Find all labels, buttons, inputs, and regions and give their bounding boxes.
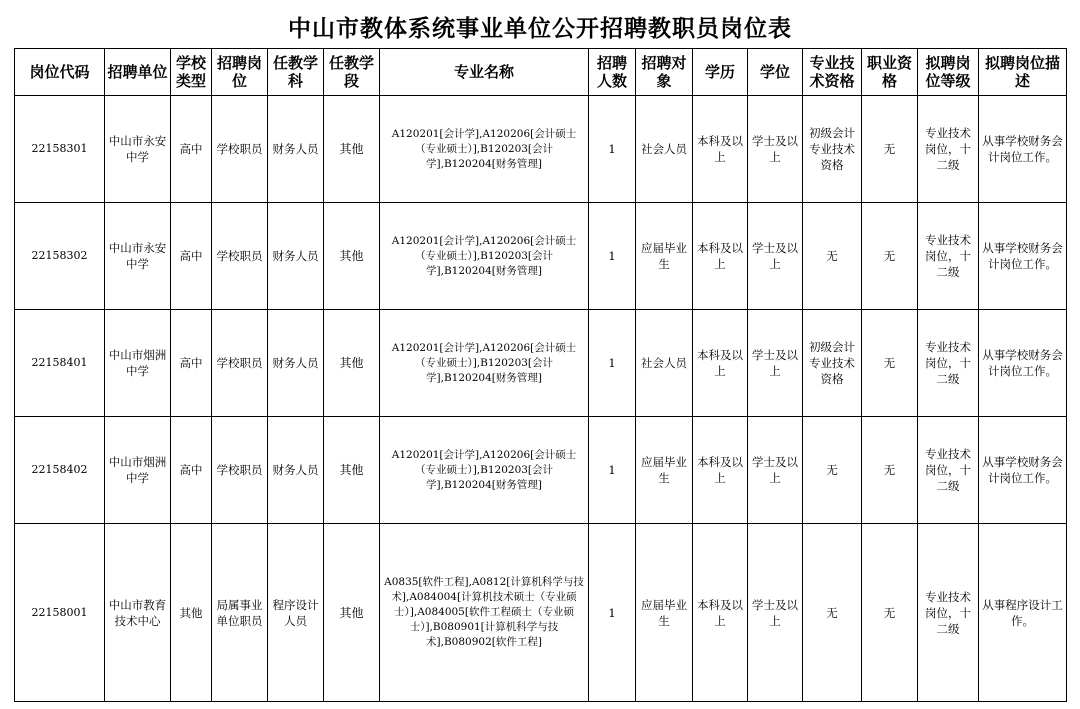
cell-education: 本科及以上 xyxy=(693,203,748,310)
cell-target: 应届毕业生 xyxy=(636,417,693,524)
cell-code: 22158301 xyxy=(15,96,105,203)
cell-count: 1 xyxy=(589,417,636,524)
cell-unit: 中山市永安中学 xyxy=(105,203,171,310)
cell-position: 学校职员 xyxy=(212,96,268,203)
cell-tech-qual: 无 xyxy=(803,417,862,524)
cell-major: A120201[会计学],A120206[会计硕士（专业硕士）],B120203[会计学],B120204[财务管理] xyxy=(380,96,589,203)
header-level: 拟聘岗位等级 xyxy=(918,49,979,96)
cell-job-qual: 无 xyxy=(862,417,918,524)
cell-school-type: 高中 xyxy=(171,310,212,417)
cell-stage: 其他 xyxy=(324,96,380,203)
header-unit: 招聘单位 xyxy=(105,49,171,96)
cell-subject: 程序设计人员 xyxy=(268,524,324,702)
cell-desc: 从事学校财务会计岗位工作。 xyxy=(979,96,1067,203)
cell-subject: 财务人员 xyxy=(268,96,324,203)
cell-code: 22158302 xyxy=(15,203,105,310)
header-code: 岗位代码 xyxy=(15,49,105,96)
cell-job-qual: 无 xyxy=(862,203,918,310)
header-desc: 拟聘岗位描述 xyxy=(979,49,1067,96)
cell-count: 1 xyxy=(589,203,636,310)
header-subject: 任教学科 xyxy=(268,49,324,96)
table-row xyxy=(15,524,1067,702)
cell-school-type: 其他 xyxy=(171,524,212,702)
cell-target: 应届毕业生 xyxy=(636,203,693,310)
cell-major: A120201[会计学],A120206[会计硕士（专业硕士）],B120203[会计学],B120204[财务管理] xyxy=(380,417,589,524)
cell-stage: 其他 xyxy=(324,524,380,702)
cell-level: 专业技术岗位，十二级 xyxy=(918,524,979,702)
cell-school-type: 高中 xyxy=(171,417,212,524)
cell-target: 社会人员 xyxy=(636,310,693,417)
header-major: 专业名称 xyxy=(380,49,589,96)
cell-target: 社会人员 xyxy=(636,96,693,203)
cell-unit: 中山市烟洲中学 xyxy=(105,417,171,524)
cell-education: 本科及以上 xyxy=(693,310,748,417)
table-row xyxy=(15,310,1067,417)
cell-position: 学校职员 xyxy=(212,203,268,310)
cell-position: 局属事业单位职员 xyxy=(212,524,268,702)
header-degree: 学位 xyxy=(748,49,803,96)
cell-tech-qual: 初级会计专业技术资格 xyxy=(803,96,862,203)
cell-school-type: 高中 xyxy=(171,96,212,203)
header-job-qual: 职业资格 xyxy=(862,49,918,96)
cell-code: 22158401 xyxy=(15,310,105,417)
cell-level: 专业技术岗位，十二级 xyxy=(918,417,979,524)
header-stage: 任教学段 xyxy=(324,49,380,96)
cell-education: 本科及以上 xyxy=(693,417,748,524)
table-row xyxy=(15,417,1067,524)
cell-level: 专业技术岗位，十二级 xyxy=(918,310,979,417)
cell-degree: 学士及以上 xyxy=(748,96,803,203)
cell-count: 1 xyxy=(589,310,636,417)
cell-major: A120201[会计学],A120206[会计硕士（专业硕士）],B120203[会计学],B120204[财务管理] xyxy=(380,310,589,417)
cell-desc: 从事学校财务会计岗位工作。 xyxy=(979,310,1067,417)
cell-code: 22158402 xyxy=(15,417,105,524)
cell-tech-qual: 无 xyxy=(803,203,862,310)
cell-job-qual: 无 xyxy=(862,310,918,417)
cell-job-qual: 无 xyxy=(862,96,918,203)
header-tech-qual: 专业技术资格 xyxy=(803,49,862,96)
cell-count: 1 xyxy=(589,96,636,203)
cell-school-type: 高中 xyxy=(171,203,212,310)
cell-tech-qual: 无 xyxy=(803,524,862,702)
header-count: 招聘人数 xyxy=(589,49,636,96)
cell-position: 学校职员 xyxy=(212,310,268,417)
cell-desc: 从事学校财务会计岗位工作。 xyxy=(979,203,1067,310)
cell-job-qual: 无 xyxy=(862,524,918,702)
cell-level: 专业技术岗位，十二级 xyxy=(918,203,979,310)
header-school-type: 学校类型 xyxy=(171,49,212,96)
table-row xyxy=(15,203,1067,310)
cell-degree: 学士及以上 xyxy=(748,203,803,310)
cell-desc: 从事学校财务会计岗位工作。 xyxy=(979,417,1067,524)
cell-tech-qual: 初级会计专业技术资格 xyxy=(803,310,862,417)
cell-education: 本科及以上 xyxy=(693,96,748,203)
cell-major: A120201[会计学],A120206[会计硕士（专业硕士）],B120203[会计学],B120204[财务管理] xyxy=(380,203,589,310)
cell-stage: 其他 xyxy=(324,417,380,524)
cell-unit: 中山市永安中学 xyxy=(105,96,171,203)
header-education: 学历 xyxy=(693,49,748,96)
cell-subject: 财务人员 xyxy=(268,310,324,417)
cell-unit: 中山市烟洲中学 xyxy=(105,310,171,417)
table-header-row xyxy=(15,49,1067,96)
page-title: 中山市教体系统事业单位公开招聘教职员岗位表 xyxy=(288,16,792,42)
cell-target: 应届毕业生 xyxy=(636,524,693,702)
cell-subject: 财务人员 xyxy=(268,203,324,310)
cell-count: 1 xyxy=(589,524,636,702)
cell-degree: 学士及以上 xyxy=(748,524,803,702)
table-row xyxy=(15,96,1067,203)
header-target: 招聘对象 xyxy=(636,49,693,96)
cell-stage: 其他 xyxy=(324,203,380,310)
header-position: 招聘岗位 xyxy=(212,49,268,96)
cell-major: A0835[软件工程],A0812[计算机科学与技术],A084004[计算机技术硕士（专业硕士）],A084005[软件工程硕士（专业硕士）],B080901[计算机科学与技术],B080902[软件工程] xyxy=(380,524,589,702)
cell-education: 本科及以上 xyxy=(693,524,748,702)
cell-level: 专业技术岗位，十二级 xyxy=(918,96,979,203)
cell-subject: 财务人员 xyxy=(268,417,324,524)
cell-desc: 从事程序设计工作。 xyxy=(979,524,1067,702)
cell-stage: 其他 xyxy=(324,310,380,417)
cell-unit: 中山市教育技术中心 xyxy=(105,524,171,702)
recruitment-table xyxy=(14,48,1067,702)
cell-degree: 学士及以上 xyxy=(748,310,803,417)
cell-code: 22158001 xyxy=(15,524,105,702)
cell-degree: 学士及以上 xyxy=(748,417,803,524)
cell-position: 学校职员 xyxy=(212,417,268,524)
